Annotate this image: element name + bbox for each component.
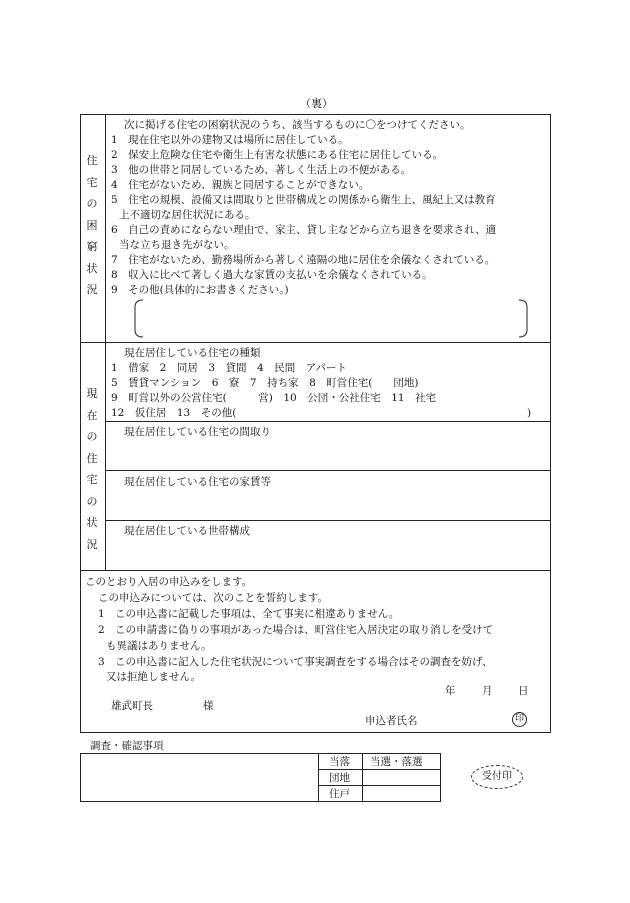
hardship-item[interactable]: 1 現在住宅以外の建物又は場所に居住している。: [111, 134, 349, 146]
hardship-intro: 次に掲げる住宅の困窮状況のうち、該当するものに〇をつけてください。: [124, 119, 471, 131]
section-divider: [80, 570, 551, 571]
housing-type-options[interactable]: 1 借家 2 同居 3 貸間 4 民間 アパート: [111, 362, 347, 374]
danchi-field[interactable]: [363, 770, 440, 785]
bracket-frame: [133, 299, 529, 338]
declaration-line: 1 この申込書に記載した事項は、全て事実に相違ありません。: [98, 608, 400, 620]
housing-type-other-close: ): [527, 407, 532, 419]
hardship-item[interactable]: 9 その他(具体的にお書きください。): [111, 284, 289, 296]
hardship-item[interactable]: 6 自己の責めにならない理由で、家主、貸し主などから立ち退きを要求され、適: [111, 224, 497, 236]
unit-field[interactable]: [363, 786, 440, 801]
hardship-item[interactable]: 5 住宅の規模、設備又は間取りと世帯構成との関係から衛生上、風紀上又は教育: [111, 194, 496, 206]
housing-type-options[interactable]: 9 町営以外の公営住宅( 営) 10 公団・公社住宅 11 社宅: [111, 392, 437, 404]
housing-type-title: 現在居住している住宅の種類: [124, 347, 261, 359]
declaration-line: 3 この申込書に記入した住宅状況について事実調査をする場合はその調査を妨げ、: [98, 656, 493, 668]
layout-field[interactable]: [106, 440, 550, 469]
reception-stamp-placeholder: 受付印: [471, 765, 523, 789]
row-divider: [105, 520, 551, 521]
check-col-divider: [318, 753, 319, 802]
hardship-item-cont: 当な立ち退き先がない。: [119, 239, 235, 251]
section-housing-hardship-label: 住 宅 の 困 窮 状 況: [86, 154, 98, 296]
check-notes-field[interactable]: [81, 754, 317, 801]
check-row-label: 住戸: [329, 788, 350, 800]
addressee: 雄武町長: [111, 700, 153, 712]
declaration-line: も異議はありません。: [106, 640, 212, 652]
housing-type-options[interactable]: 12 仮住居 13 その他(: [111, 407, 237, 419]
row-divider: [105, 470, 551, 471]
section-current-housing-label: 現 在 の 住 宅 の 状 況: [86, 387, 98, 551]
date-year-label[interactable]: 年: [445, 685, 456, 697]
rent-field[interactable]: [106, 490, 550, 519]
hardship-item[interactable]: 7 住宅がないため、勤務場所から著しく遠隔の地に居住を余儀なくされている。: [111, 254, 496, 266]
section-divider: [80, 342, 551, 343]
hardship-item[interactable]: 3 他の世帯と同居しているため、著しく生活上の不便がある。: [111, 164, 412, 176]
declaration-line: この申込みについては、次のことを誓約します。: [98, 592, 328, 604]
page-side-title: （裏）: [300, 97, 333, 110]
declaration-line: 又は拒絶しません。: [106, 671, 202, 683]
layout-title: 現在居住している住宅の間取り: [124, 426, 271, 438]
household-title: 現在居住している世帯構成: [124, 525, 250, 537]
addressee-honorific: 様: [203, 700, 214, 712]
housing-type-options[interactable]: 5 賃貸マンション 6 寮 7 持ち家 8 町営住宅( 団地): [111, 377, 419, 389]
check-section-title: 調査・確認事項: [90, 740, 164, 752]
hardship-item[interactable]: 8 収入に比べて著しく過大な家賃の支払いを余儀なくされている。: [111, 269, 433, 281]
declaration-line: このとおり入居の申込みをします。: [85, 576, 253, 588]
check-row-label: 当落: [329, 756, 350, 768]
row-divider: [105, 421, 551, 422]
hardship-item-cont: 上不適切な居住状況にある。: [119, 209, 256, 221]
seal-icon[interactable]: 印: [512, 712, 527, 727]
check-row-label: 団地: [329, 772, 350, 784]
result-value[interactable]: 当選・落選: [370, 756, 423, 768]
rent-title: 現在居住している住宅の家賃等: [124, 476, 271, 488]
other-details-field[interactable]: [133, 299, 529, 338]
applicant-name-label: 申込者氏名: [365, 715, 418, 727]
hardship-item[interactable]: 2 保安上危険な住宅や衛生上有害な状態にある住宅に居住している。: [111, 149, 444, 161]
date-month-label[interactable]: 月: [482, 685, 493, 697]
declaration-line: 2 この申請書に偽りの事項があった場合は、町営住宅入居決定の取り消しを受けて: [98, 624, 494, 636]
date-day-label[interactable]: 日: [518, 685, 529, 697]
hardship-item[interactable]: 4 住宅がないため、親族と同居することができない。: [111, 179, 370, 191]
household-field[interactable]: [106, 540, 550, 569]
